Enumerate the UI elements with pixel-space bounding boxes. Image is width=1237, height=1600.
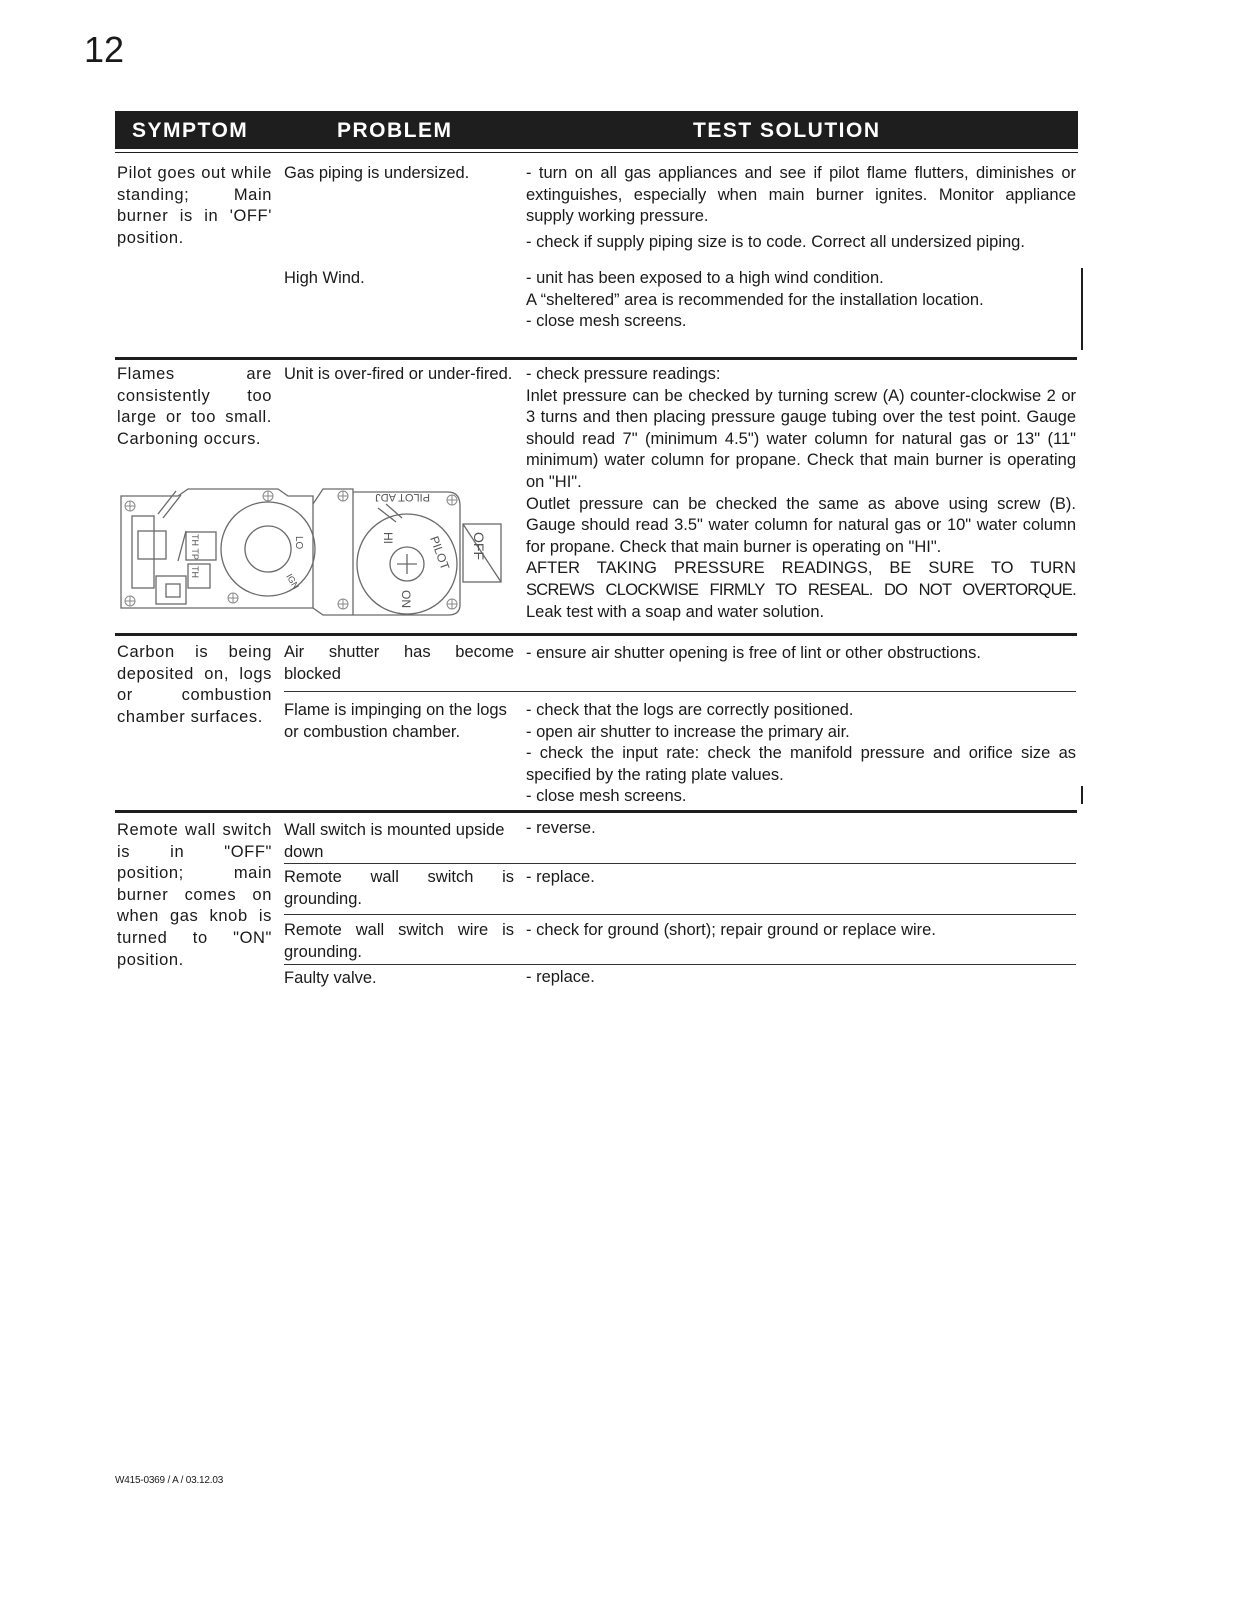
solution-line: Outlet pressure can be checked the same as above using screw (B). Gauge should read 3.5" water column for natural gas or 10" water column for propane. Check that main burner is operating on "HI". bbox=[526, 494, 1076, 556]
row4-solution-3 bbox=[526, 920, 1076, 942]
solution-line: - check the input rate: check the manifold pressure and orifice size as specified by the rating plate values. bbox=[526, 744, 1076, 784]
row1-solution-1 bbox=[526, 163, 1076, 253]
footer-doc-code: W415-0369 / A / 03.12.03 bbox=[115, 1475, 224, 1486]
row1-problem-2: High Wind. bbox=[284, 269, 365, 287]
solution-line: - check that the logs are correctly positioned. bbox=[526, 701, 854, 719]
label-th: TH bbox=[190, 566, 200, 578]
solution-line: Leak test with a soap and water solution. bbox=[526, 602, 825, 621]
entry-separator bbox=[284, 691, 1076, 692]
row1-symptom: Pilot goes out while standing; Main burner is in 'OFF' position. bbox=[117, 164, 272, 247]
label-pilot: PILOT bbox=[427, 534, 453, 572]
label-hi: HI bbox=[381, 532, 395, 544]
row3-solution-1 bbox=[526, 643, 1076, 665]
row4-problem-2: Remote wall switch is grounding. bbox=[284, 868, 514, 908]
row-separator bbox=[115, 633, 1077, 636]
entry-separator bbox=[284, 914, 1076, 915]
label-lo: LO bbox=[293, 536, 304, 550]
row4-solution-1 bbox=[526, 818, 1076, 840]
row4-problem-3: Remote wall switch wire is grounding. bbox=[284, 921, 514, 961]
solution-line: - replace. bbox=[526, 868, 595, 886]
row2-problem-1: Unit is over-fired or under-fired. bbox=[284, 365, 513, 383]
label-on: ON bbox=[399, 590, 413, 608]
table-header bbox=[115, 111, 1078, 149]
header-symptom: SYMPTOM bbox=[132, 119, 249, 142]
entry-separator bbox=[284, 964, 1076, 965]
gas-valve-diagram bbox=[118, 486, 510, 618]
label-ign: IGN bbox=[284, 572, 301, 591]
header-rule bbox=[115, 152, 1078, 153]
solution-line: Inlet pressure can be checked by turning screw (A) counter-clockwise 2 or 3 turns and then placing pressure gauge tubing over the test point. Gauge should read 7" (minimum 4.5") water column for natural gas or 13" (11" minimum) water column for propane. Check that main burner is operating on "HI". bbox=[526, 386, 1076, 491]
solution-line: - ensure air shutter opening is free of lint or other obstructions. bbox=[526, 644, 981, 662]
solution-line: - check for ground (short); repair ground or replace wire. bbox=[526, 921, 936, 939]
row2-symptom: Flames are consistently too large or too small. Carboning occurs. bbox=[117, 365, 272, 448]
solution-line: - open air shutter to increase the primary air. bbox=[526, 722, 850, 741]
revision-bar bbox=[1081, 786, 1083, 804]
page-number: 12 bbox=[84, 29, 125, 70]
row-separator bbox=[115, 357, 1077, 360]
row4-symptom: Remote wall switch is in "OFF" position; main burner comes on when gas knob is turned to "ON" position. bbox=[117, 821, 272, 969]
solution-line: A “sheltered” area is recommended for the installation location. bbox=[526, 290, 984, 309]
row1-problem-1: Gas piping is undersized. bbox=[284, 164, 470, 182]
row3-solution-2 bbox=[526, 700, 1076, 808]
solution-line: - replace. bbox=[526, 968, 595, 986]
solution-line: - check if supply piping size is to code. Correct all undersized piping. bbox=[526, 232, 1025, 251]
row4-solution-2 bbox=[526, 867, 1076, 889]
entry-separator bbox=[284, 863, 1076, 864]
header-problem: PROBLEM bbox=[337, 119, 453, 142]
row3-problem-2: Flame is impinging on the logs or combustion chamber. bbox=[284, 701, 507, 741]
row4-problem-1: Wall switch is mounted upside down bbox=[284, 821, 505, 861]
solution-line: SCREWS CLOCKWISE FIRMLY TO RESEAL. DO NOT OVERTORQUE. bbox=[526, 580, 1076, 599]
label-pilot-adj: PILOT ADJ bbox=[375, 491, 430, 503]
solution-line: AFTER TAKING PRESSURE READINGS, BE SURE TO TURN bbox=[526, 559, 1076, 578]
solution-line: - close mesh screens. bbox=[526, 787, 687, 806]
row4-solution-4 bbox=[526, 967, 1076, 989]
solution-line: - turn on all gas appliances and see if pilot flame flutters, diminishes or extinguishes, especially when main burner ignites. Monitor appliance supply working pressure. bbox=[526, 164, 1076, 226]
row2-solution-1 bbox=[526, 364, 1076, 623]
solution-line: - reverse. bbox=[526, 819, 596, 837]
row-separator bbox=[115, 810, 1077, 813]
row3-symptom: Carbon is being deposited on, logs or combustion chamber surfaces. bbox=[117, 643, 272, 726]
revision-bar bbox=[1081, 268, 1083, 350]
row3-problem-1: Air shutter has become blocked bbox=[284, 643, 514, 683]
solution-line: - close mesh screens. bbox=[526, 312, 687, 331]
row4-problem-4: Faulty valve. bbox=[284, 969, 377, 987]
row1-solution-2 bbox=[526, 268, 1076, 333]
label-th-tp: TH TP bbox=[190, 534, 200, 560]
solution-line: - unit has been exposed to a high wind condition. bbox=[526, 269, 884, 287]
header-solution: TEST SOLUTION bbox=[693, 119, 881, 142]
solution-line: - check pressure readings: bbox=[526, 365, 721, 383]
label-off: OFF bbox=[471, 532, 487, 560]
